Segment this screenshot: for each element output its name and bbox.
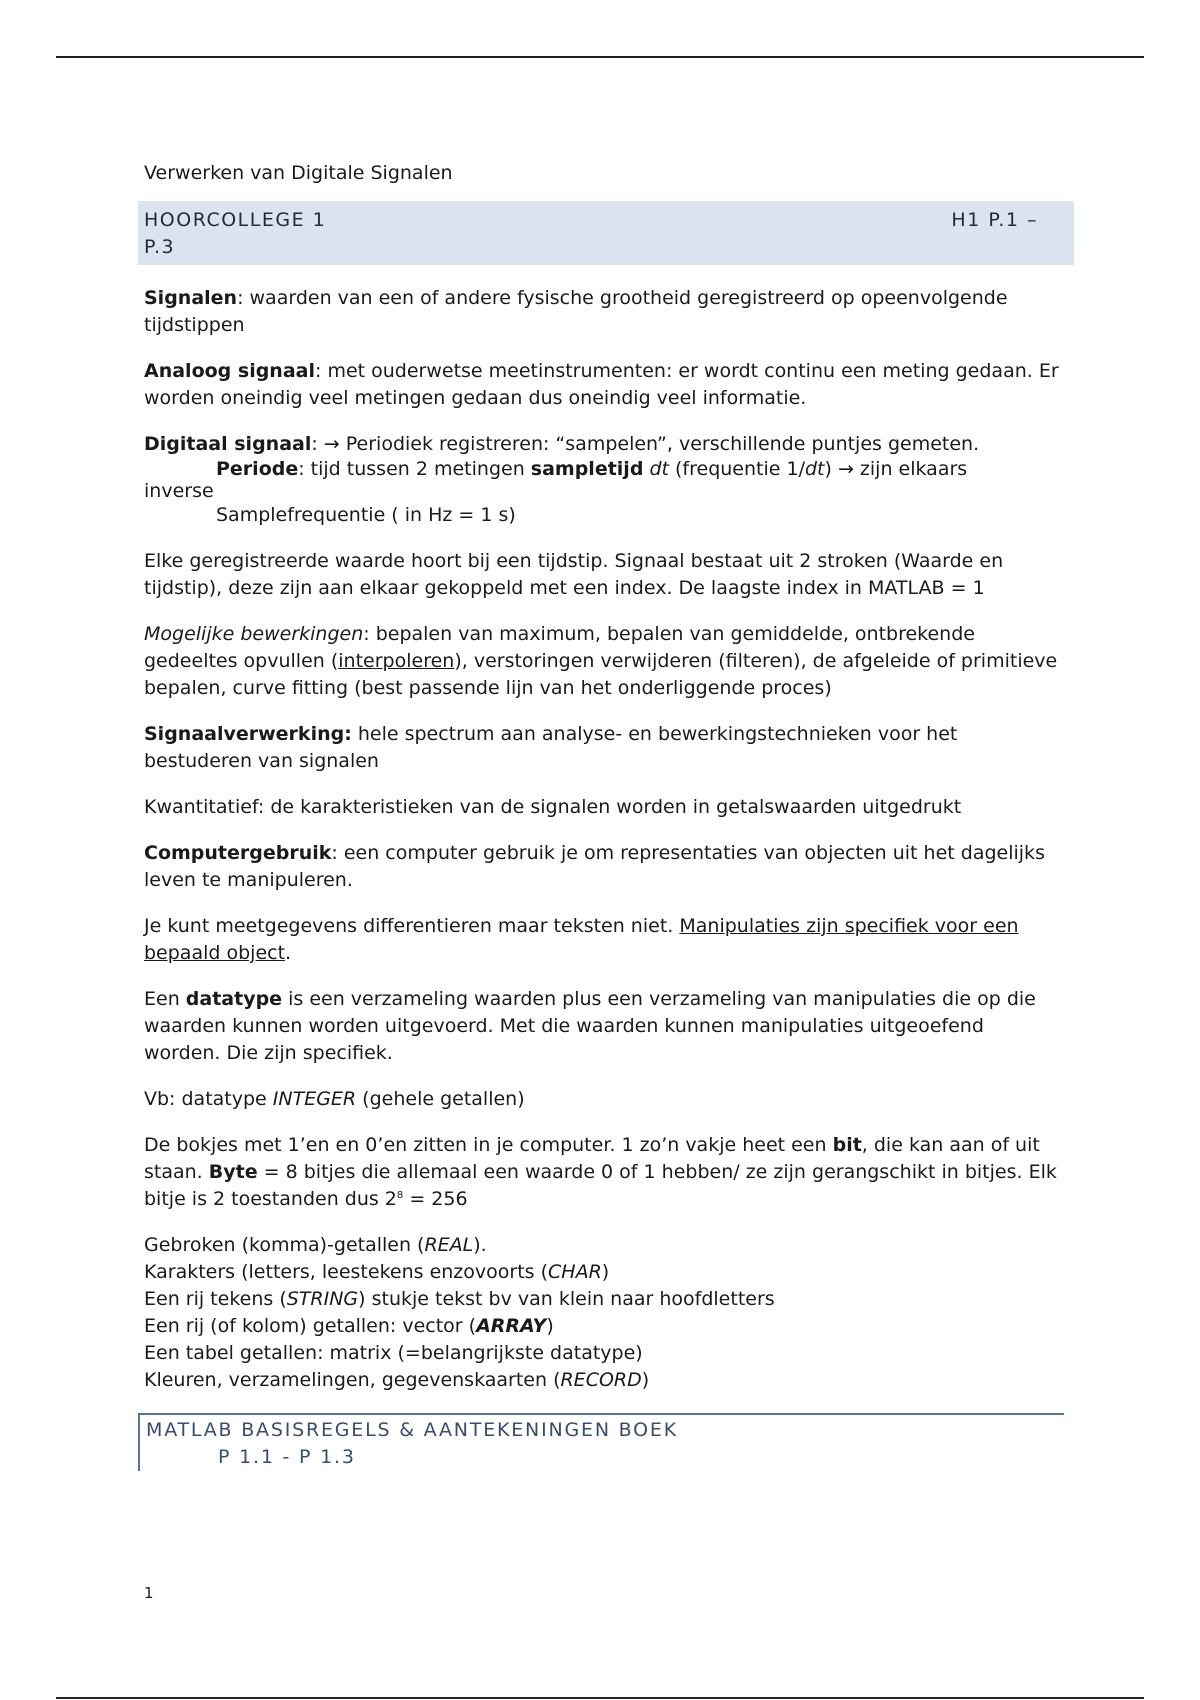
heading-matlab-title: MATLAB BASISREGELS & AANTEKENINGEN BOEK xyxy=(146,1419,678,1441)
heading-reference-cont: P.3 xyxy=(144,236,176,258)
para-vb: Vb: datatype INTEGER (gehele getallen) xyxy=(144,1088,525,1110)
para-je-kunt: Je kunt meetgegevens differentieren maar teksten niet. Manipulaties zijn specifiek voor een bepaald object. xyxy=(144,915,1019,964)
heading-reference: H1 P.1 – xyxy=(951,209,1038,231)
document-title: Verwerken van Digitale Signalen xyxy=(144,162,453,184)
type-char: Karakters (letters, leestekens enzovoorts (CHAR) xyxy=(144,1261,610,1283)
para-analoog: Analoog signaal: met ouderwetse meetinstrumenten: er wordt continu een meting gedaan. Er worden oneindig veel metingen gedaan dus oneindig veel informatie. xyxy=(144,360,1059,409)
datatype-list xyxy=(144,1232,1064,1394)
type-real: Gebroken (komma)-getallen (REAL). xyxy=(144,1234,487,1256)
para-kwantitatief: Kwantitatief: de karakteristieken van de signalen worden in getalswaarden uitgedrukt xyxy=(144,796,962,818)
type-record: Kleuren, verzamelingen, gegevenskaarten (RECORD) xyxy=(144,1369,650,1391)
heading-matlab xyxy=(138,1413,1064,1471)
heading-hoorcollege xyxy=(138,201,1074,265)
para-datatype: Een datatype is een verzameling waarden plus een verzameling van manipulaties die op die waarden kunnen worden uitgevoerd. Met die waarden kunnen manipulaties uitgeoefend worden. Die zijn specifiek. xyxy=(144,988,1036,1064)
heading-matlab-sub: P 1.1 - P 1.3 xyxy=(218,1446,356,1468)
para-elke: Elke geregistreerde waarde hoort bij een tijdstip. Signaal bestaat uit 2 stroken (Waarde en tijdstip), deze zijn aan elkaar gekoppeld met een index. De laagste index in MATLAB = 1 xyxy=(144,550,1004,599)
para-computergebruik: Computergebruik: een computer gebruik je om representaties van objecten uit het dagelijks leven te manipuleren. xyxy=(144,842,1045,891)
type-matrix: Een tabel getallen: matrix (=belangrijkste datatype) xyxy=(144,1342,643,1364)
heading-title: HOORCOLLEGE 1 xyxy=(144,209,327,231)
para-signaalverwerking: Signaalverwerking: hele spectrum aan analyse- en bewerkingstechnieken voor het bestuderen van signalen xyxy=(144,723,958,772)
para-bokjes: De bokjes met 1’en en 0’en zitten in je computer. 1 zo’n vakje heet een bit, die kan aan of uit staan. Byte = 8 bitjes die allemaal een waarde 0 of 1 hebben/ ze zijn gerangschikt in bitjes. Elk bitje is 2 toestanden dus $2^8 = 256$ xyxy=(144,1134,1057,1210)
type-array: Een rij (of kolom) getallen: vector (ARRAY) xyxy=(144,1315,554,1337)
para-signalen: Signalen: waarden van een of andere fysische grootheid geregistreerd op opeenvolgende tijdstippen xyxy=(144,287,1008,336)
para-mogelijke: Mogelijke bewerkingen: bepalen van maximum, bepalen van gemiddelde, ontbrekende gedeeltes opvullen (interpoleren), verstoringen verwijderen (filteren), de afgeleide of primitieve bepalen, curve fitting (best passende lijn van het onderliggende proces) xyxy=(144,623,1058,699)
document-page xyxy=(144,160,1064,1471)
para-digitaal: Digitaal signaal: → Periodiek registreren: “sampelen”, verschillende puntjes gemeten. Periode: tijd tussen 2 metingen sampletijd dt (frequentie 1/dt) → zijn elkaars inverse Samplefrequentie ( in Hz = 1 s) xyxy=(144,433,980,526)
header-rule xyxy=(56,56,1144,58)
footer-rule xyxy=(56,1697,1144,1699)
page-number: 1 xyxy=(144,1584,154,1602)
type-string: Een rij tekens (STRING) stukje tekst bv van klein naar hoofdletters xyxy=(144,1288,775,1310)
